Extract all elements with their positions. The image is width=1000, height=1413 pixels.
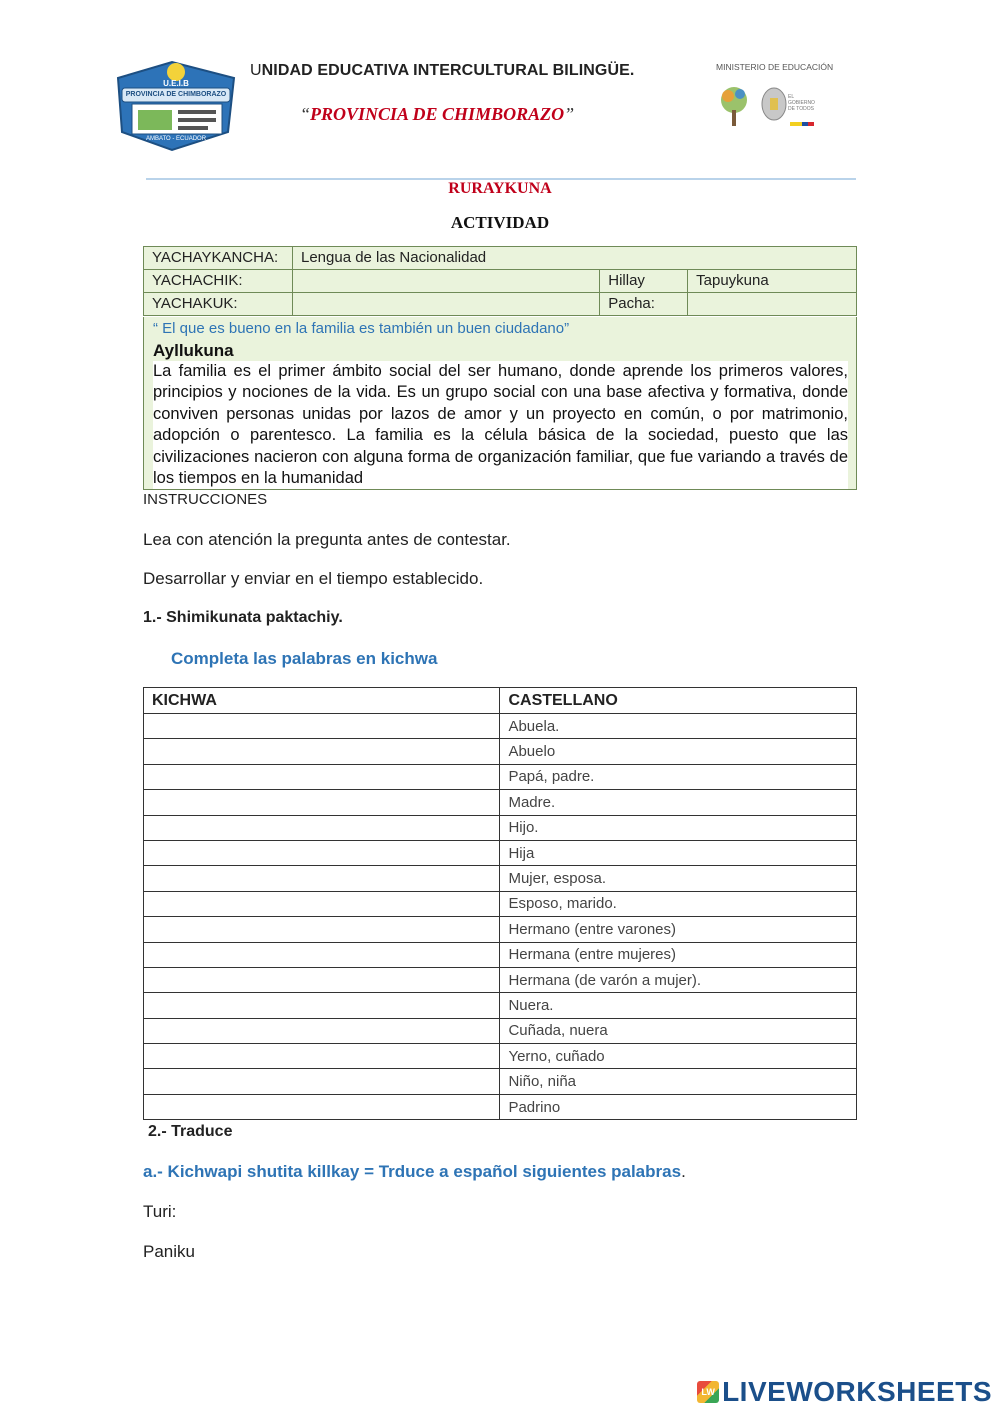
castellano-word: Niño, niña: [500, 1069, 857, 1094]
translate-word-turi: Turi:: [143, 1202, 177, 1221]
yachaykancha-value: Lengua de las Nacionalidad: [292, 247, 856, 270]
castellano-word: Nuera.: [500, 993, 857, 1018]
reading-title: Ayllukuna: [153, 341, 234, 360]
reading-body: La familia es el primer ámbito social del ser humano, donde aprende los primeros valores, principios y nociones de la vida. Es un grupo social con una base afectiva y formativa, donde conviven personas unidas por lazos de amor y un proyecto en común, o por matrimonio, adopción o parentesco. La familia es la célula básica de la sociedad, puesto que las civilizaciones nacieron con alguna forma de organización familiar, que fue variando a través de los tiempos en la humanidad: [153, 361, 848, 489]
vocab-table: [143, 687, 857, 1120]
exercise2-heading: 2.- Traduce: [148, 1123, 233, 1140]
table-row: [144, 1044, 857, 1069]
reading-quote: “ El que es bueno en la familia es también un buen ciudadano”: [153, 320, 570, 337]
info-row-yachakuk: [144, 293, 857, 316]
kichwa-answer-input[interactable]: [144, 1094, 500, 1119]
exercise1-subheading: Completa las palabras en kichwa: [171, 649, 438, 668]
title-spanish: ACTIVIDAD: [450, 213, 550, 232]
kichwa-answer-input[interactable]: [144, 891, 500, 916]
instructions-heading: INSTRUCCIONES: [143, 491, 268, 508]
translate-word-paniku: Paniku: [143, 1242, 195, 1261]
instructions-line2: Desarrollar y enviar en el tiempo establecido.: [143, 569, 484, 588]
table-row: [144, 1094, 857, 1119]
exercise1-heading: 1.- Shimikunata paktachiy.: [143, 609, 343, 626]
castellano-word: Hermano (entre varones): [500, 917, 857, 942]
table-row: [144, 764, 857, 789]
liveworksheets-badge-icon: [697, 1381, 719, 1403]
school-logo: [112, 58, 240, 154]
yachachik-label: YACHACHIK:: [144, 270, 293, 293]
castellano-word: Hermana (entre mujeres): [500, 942, 857, 967]
title-kichwa: RURAYKUNA: [448, 180, 552, 197]
province-name-text: PROVINCIA DE CHIMBORAZO: [310, 104, 565, 124]
castellano-word: Abuelo: [500, 739, 857, 764]
kichwa-answer-input[interactable]: [144, 993, 500, 1018]
table-row: [144, 993, 857, 1018]
kichwa-answer-input[interactable]: [144, 866, 500, 891]
ministry-logo-tagline: EL GOBIERNO DE TODOS: [788, 94, 815, 112]
table-row: [144, 790, 857, 815]
table-row: [144, 917, 857, 942]
table-row: [144, 714, 857, 739]
col-kichwa: KICHWA: [144, 688, 500, 714]
school-name-first-letter: U: [250, 62, 262, 79]
liveworksheets-badge-text: LW: [701, 1387, 715, 1397]
kichwa-answer-input[interactable]: [144, 790, 500, 815]
info-table: [143, 246, 857, 316]
castellano-word: Padrino: [500, 1094, 857, 1119]
table-row: [144, 866, 857, 891]
table-row: [144, 891, 857, 916]
castellano-word: Cuñada, nuera: [500, 1018, 857, 1043]
kichwa-answer-input[interactable]: [144, 967, 500, 992]
school-logo-bottom: AMBATO - ECUADOR: [145, 136, 207, 142]
castellano-word: Madre.: [500, 790, 857, 815]
school-name-rest: NIDAD EDUCATIVA INTERCULTURAL BILINGÜE.: [261, 62, 635, 79]
castellano-word: Yerno, cuñado: [500, 1044, 857, 1069]
kichwa-answer-input[interactable]: [144, 739, 500, 764]
castellano-word: Hijo.: [500, 815, 857, 840]
table-row: [144, 739, 857, 764]
castellano-word: Hija: [500, 840, 857, 865]
kichwa-answer-input[interactable]: [144, 815, 500, 840]
kichwa-answer-input[interactable]: [144, 840, 500, 865]
info-row-yachaykancha: [144, 247, 857, 270]
instructions-line1: Lea con atención la pregunta antes de contestar.: [143, 530, 511, 549]
exercise2-instruction: a.- Kichwapi shutita killkay = Trduce a español siguientes palabras: [143, 1162, 682, 1181]
kichwa-answer-input[interactable]: [144, 714, 500, 739]
yachakuk-label: YACHAKUK:: [144, 293, 293, 316]
table-row: [144, 1069, 857, 1094]
kichwa-answer-input[interactable]: [144, 1069, 500, 1094]
castellano-word: Papá, padre.: [500, 764, 857, 789]
tapuykuna-label: Tapuykuna: [688, 270, 857, 293]
school-name: [250, 62, 634, 80]
kichwa-answer-input[interactable]: [144, 1044, 500, 1069]
castellano-word: Mujer, esposa.: [500, 866, 857, 891]
pacha-input[interactable]: [688, 293, 857, 316]
ministry-logo: [716, 62, 834, 136]
castellano-word: Esposo, marido.: [500, 891, 857, 916]
vocab-header-row: [144, 688, 857, 714]
flag-stripe: [790, 122, 814, 126]
table-row: [144, 1018, 857, 1043]
castellano-word: Abuela.: [500, 714, 857, 739]
school-logo-title: U.E.I.B: [163, 79, 189, 88]
ministry-logo-title: MINISTERIO DE EDUCACIÓN: [716, 62, 834, 72]
yachachik-input[interactable]: [292, 270, 599, 293]
hillay-label: Hillay: [600, 270, 688, 293]
table-row: [144, 967, 857, 992]
kichwa-answer-input[interactable]: [144, 917, 500, 942]
exercise2-instruction-line: [143, 1162, 686, 1182]
table-row: [144, 840, 857, 865]
kichwa-answer-input[interactable]: [144, 1018, 500, 1043]
kichwa-answer-input[interactable]: [144, 764, 500, 789]
info-row-yachachik: [144, 270, 857, 293]
kichwa-answer-input[interactable]: [144, 942, 500, 967]
col-castellano: CASTELLANO: [500, 688, 857, 714]
school-logo-subtitle: PROVINCIA DE CHIMBORAZO: [125, 91, 227, 98]
liveworksheets-logo[interactable]: [697, 1376, 992, 1408]
liveworksheets-brand: LIVEWORKSHEETS: [722, 1376, 992, 1407]
yachaykancha-label: YACHAYKANCHA:: [144, 247, 293, 270]
exercise2-instruction-end: .: [681, 1162, 686, 1181]
province-name: “PROVINCIA DE CHIMBORAZO”: [300, 104, 575, 124]
castellano-word: Hermana (de varón a mujer).: [500, 967, 857, 992]
yachakuk-input[interactable]: [292, 293, 599, 316]
table-row: [144, 942, 857, 967]
pacha-label: Pacha:: [600, 293, 688, 316]
table-row: [144, 815, 857, 840]
